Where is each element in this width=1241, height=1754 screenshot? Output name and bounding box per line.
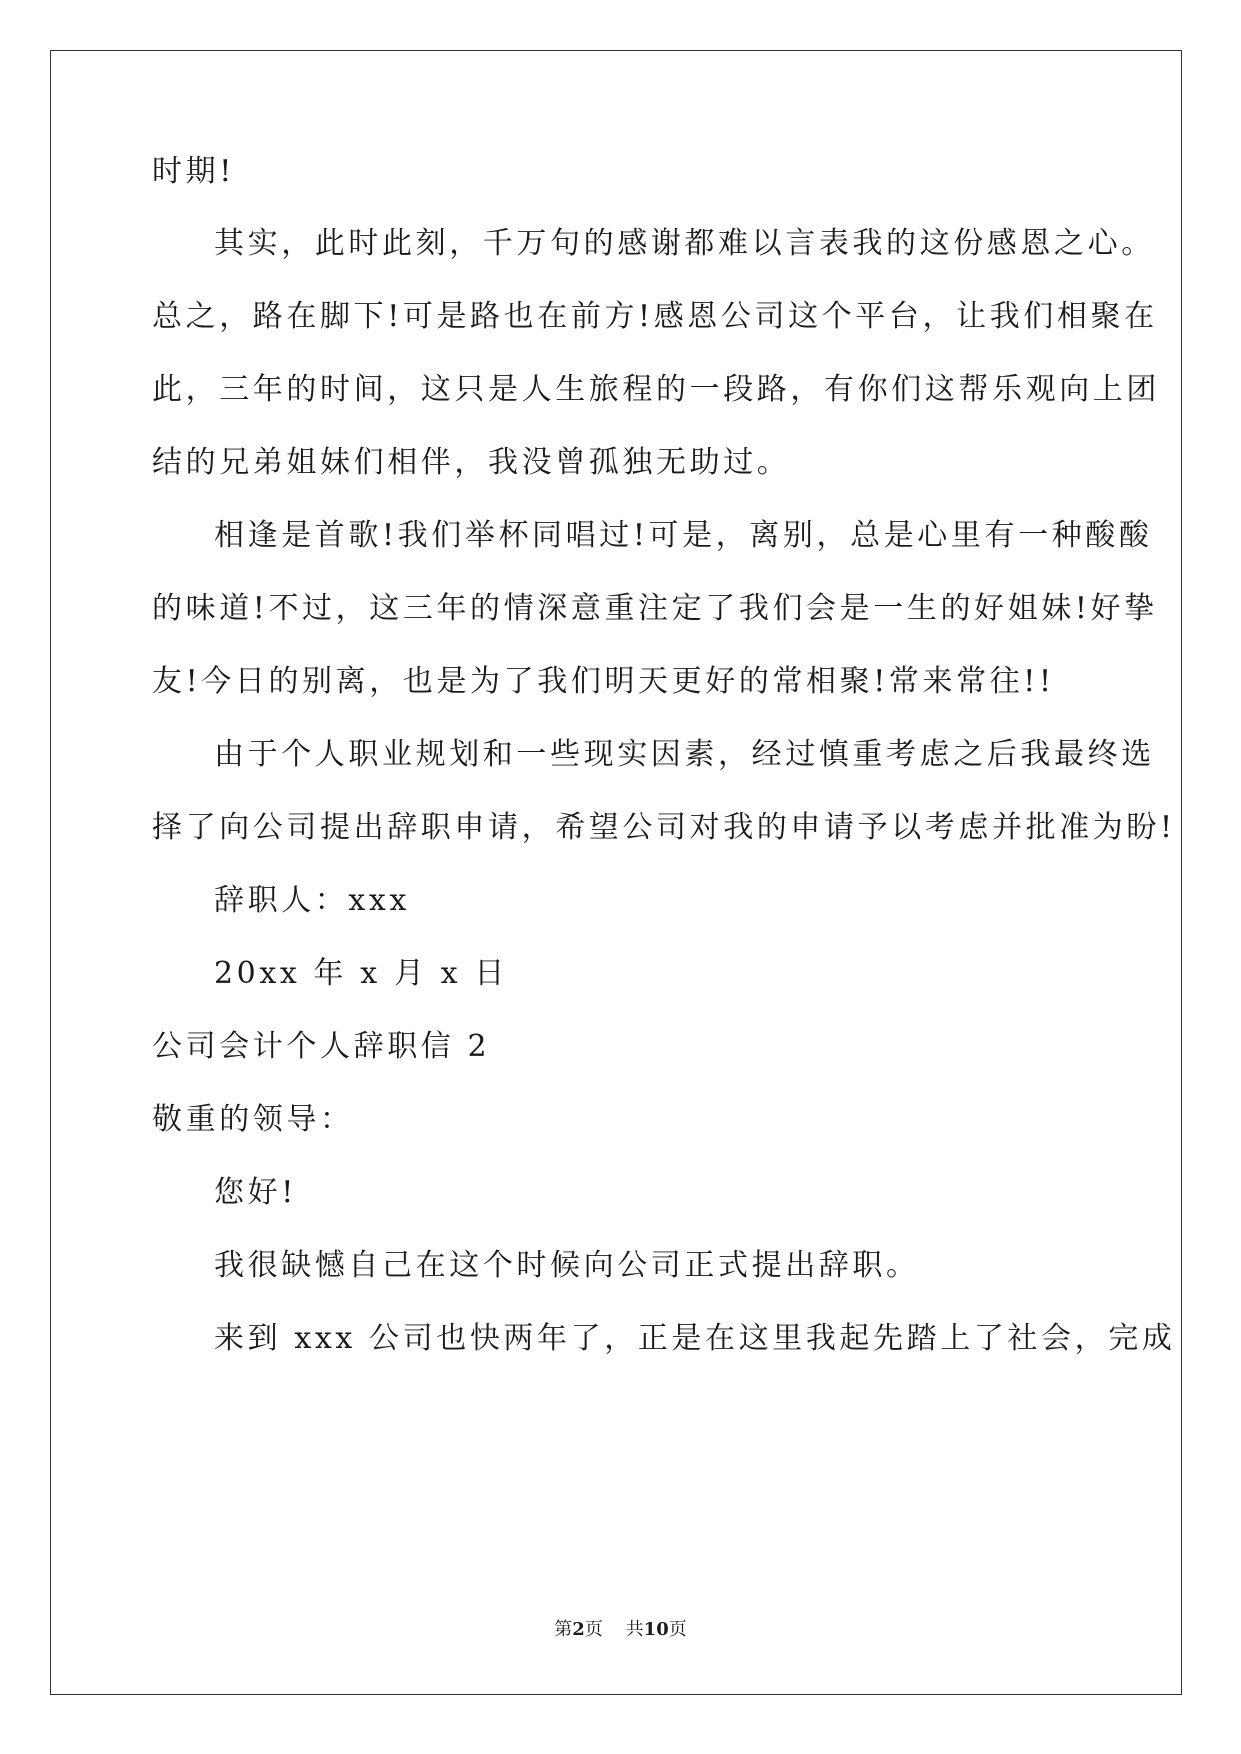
text-line: 由于个人职业规划和一些现实因素，经过慎重考虑之后我最终选 — [214, 737, 1155, 772]
footer-total-suffix: 页 — [668, 1619, 687, 1640]
text-line: 此，三年的时间，这只是人生旅程的一段路，有你们这帮乐观向上团 — [152, 372, 1160, 407]
text-line: 友!今日的别离，也是为了我们明天更好的常相聚!常来常往!! — [152, 664, 1055, 699]
footer-prefix: 第 — [554, 1619, 573, 1640]
salutation: 敬重的领导： — [152, 1102, 354, 1137]
text-line: 择了向公司提出辞职申请，希望公司对我的申请予以考虑并批准为盼! — [152, 810, 1176, 845]
section-title: 公司会计个人辞职信 2 — [152, 1029, 491, 1064]
text-line: 时期! — [152, 154, 235, 189]
text-line: 的味道!不过，这三年的情深意重注定了我们会是一生的好姐妹!好挚 — [152, 591, 1158, 626]
greeting: 您好! — [214, 1175, 297, 1210]
signature-line: 辞职人：xxx — [214, 883, 410, 918]
current-page-number: 2 — [572, 1619, 585, 1640]
text-line: 结的兄弟姐妹们相伴，我没曾孤独无助过。 — [152, 445, 791, 480]
total-page-number: 10 — [643, 1619, 669, 1640]
page-footer — [0, 1618, 1241, 1642]
footer-page-suffix: 页 — [584, 1619, 603, 1640]
text-line: 其实，此时此刻，千万句的感谢都难以言表我的这份感恩之心。 — [214, 226, 1155, 261]
date-line: 20xx 年 x 月 x 日 — [214, 956, 508, 991]
text-line: 相逢是首歌!我们举杯同唱过!可是，离别，总是心里有一种酸酸 — [214, 518, 1153, 553]
text-line: 总之，路在脚下!可是路也在前方!感恩公司这个平台，让我们相聚在 — [152, 299, 1158, 334]
footer-total-prefix: 共 — [625, 1619, 644, 1640]
text-line: 我很缺憾自己在这个时候向公司正式提出辞职。 — [214, 1248, 920, 1283]
text-line: 来到 xxx 公司也快两年了，正是在这里我起先踏上了社会，完成 — [214, 1321, 1176, 1356]
